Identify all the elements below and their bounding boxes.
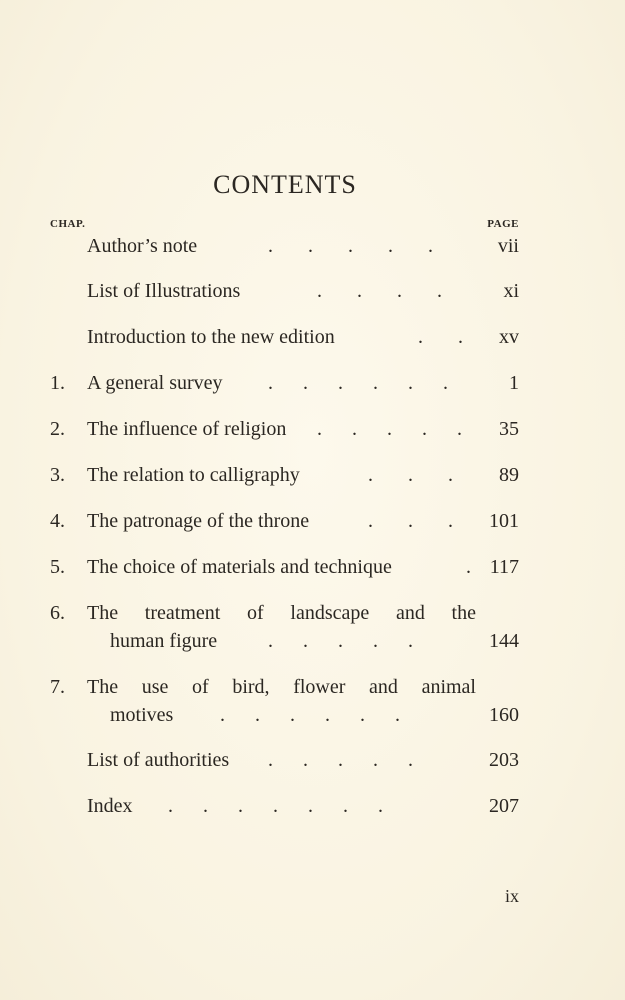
leader-dots: . . . . (317, 280, 442, 302)
leader-dots: . . . . . (268, 235, 433, 257)
toc-entry-label-continued: motives (110, 704, 174, 726)
toc-entry-label: Introduction to the new edition (87, 326, 335, 348)
toc-entry-page: 207 (489, 795, 519, 817)
toc-entry-page: xi (503, 280, 519, 302)
leader-dots: . . . (368, 510, 453, 532)
toc-entry-label: Author’s note (87, 235, 198, 257)
chapter-number: 4. (50, 510, 65, 532)
toc-entry-label: The treatment of landscape and the (87, 602, 476, 624)
chapter-number: 7. (50, 676, 65, 698)
leader-dots: . . . . . (268, 630, 413, 652)
toc-entry-label: The use of bird, flower and animal (87, 676, 476, 698)
leader-dots: . . . . . (317, 418, 462, 440)
toc-entry-label-continued: human figure (110, 630, 218, 652)
page-title: CONTENTS (213, 170, 357, 199)
toc-entry-page: 117 (489, 556, 519, 578)
toc-entry-label: The patronage of the throne (87, 510, 310, 532)
leader-dots: . . . (368, 464, 453, 486)
toc-entry-label: The choice of materials and technique (87, 556, 392, 578)
toc-entry-page: 144 (489, 630, 519, 652)
toc-entry-label: A general survey (87, 372, 223, 394)
leader-dots: . (466, 556, 471, 578)
toc-entry-page: 35 (499, 418, 519, 440)
leader-dots: . . . . . . . (168, 795, 383, 817)
chapter-number: 5. (50, 556, 65, 578)
toc-entry-label: The influence of religion (87, 418, 287, 440)
toc-entry-label: The relation to calligraphy (87, 464, 300, 486)
page-column-heading: PAGE (487, 218, 519, 230)
toc-entry-page: 203 (489, 749, 519, 771)
chapter-number: 3. (50, 464, 65, 486)
toc-entry-label: List of Illustrations (87, 280, 241, 302)
toc-entry-page: 160 (489, 704, 519, 726)
leader-dots: . . (418, 326, 463, 348)
toc-entry-page: xv (499, 326, 519, 348)
toc-entry-label: List of authorities (87, 749, 230, 771)
chapter-column-heading: CHAP. (50, 218, 86, 230)
chapter-number: 1. (50, 372, 65, 394)
toc-entry-label: Index (87, 795, 133, 817)
page-number: ix (504, 886, 519, 906)
toc-entry-page: 1 (509, 372, 519, 394)
toc-entry-page: 101 (489, 510, 519, 532)
chapter-number: 2. (50, 418, 65, 440)
toc-entry-page: 89 (499, 464, 519, 486)
chapter-number: 6. (50, 602, 65, 624)
leader-dots: . . . . . . (220, 704, 400, 726)
toc-entry-page: vii (497, 235, 519, 257)
leader-dots: . . . . . . (268, 372, 448, 394)
leader-dots: . . . . . (268, 749, 413, 771)
